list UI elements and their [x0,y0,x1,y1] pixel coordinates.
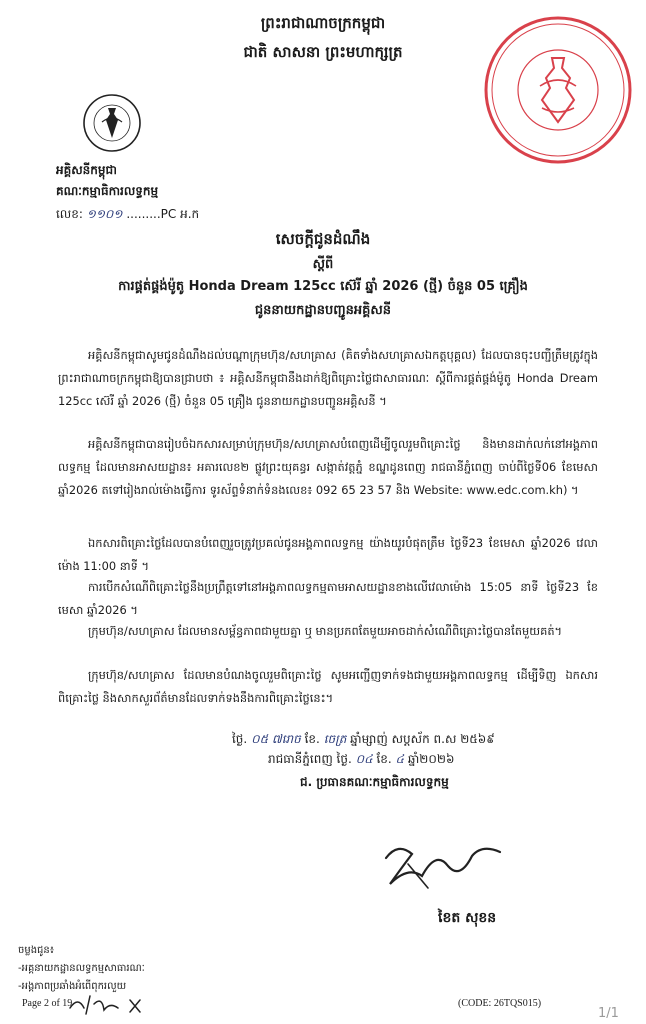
national-motto: ជាតិ សាសនា ព្រះមហាក្សត្រ [243,43,403,61]
body-paragraph-6: ក្រុមហ៊ុន/សហគ្រាស ដែលមានបំណងចូលរួមពិគ្រោះថ្លៃ សូមអញ្ជើញទាក់ទងជាមួយអង្គភាពលទ្ធកម្ម ដើម្បីទិញ ឯកសារពិគ្រោះថ្លៃ និងសាកសួរព័ត៌មានដែលទាក់ទងនឹងការពិគ្រោះថ្លៃនេះ។ [58,668,598,705]
solar-month: ៤ [395,752,405,766]
lunar-month: ចេត្រ [323,732,347,746]
body-paragraph-4: ការបើកសំណើពិគ្រោះថ្លៃនឹងប្រព្រឹត្តទៅនៅអង្គភាពលទ្ធកម្មតាមអាសយដ្ឋានខាងលើវេលាម៉ោង 15:05 នាទី ថ្ងៃទី23 ខែមេសា ឆ្នាំ2026 ។ [58,580,598,617]
org-name: អគ្គិសនីកម្ពុជា [56,163,117,177]
handwritten-initials [64,992,164,1016]
kingdom-header: ព្រះរាជាណាចក្រកម្ពុជា [260,14,386,32]
solar-year: ឆ្នាំ២០២៦ [407,752,455,766]
viewer-page-indicator: 1/1 [598,1006,619,1021]
ref-suffix: .........PC អ.ក [126,207,200,221]
reference-number [56,206,199,224]
official-stamp [482,14,634,166]
edc-logo [72,92,152,154]
subject-heading: ស្តីពី [312,257,334,272]
solar-date [268,751,454,769]
lunar-month-label: ខែ. [304,732,320,746]
notice-recipient: ជូននាយកដ្ឋានបញ្ជូនអគ្គិសនី [254,303,392,318]
body-paragraph-2: អគ្គិសនីកម្ពុជាបានរៀបចំឯកសារសម្រាប់ក្រុមហ៊ុន/សហគ្រាសបំពេញដើម្បីចូលរួមពិគ្រោះថ្លៃ និងមានដាក់លក់នៅអង្គភាពលទ្ធកម្ម ដែលមានអាសយដ្ឋាន៖ អគារលេខ២ ផ្លូវព្រះយុគន្ធរ សង្កាត់វត្តភ្នំ ខណ្ឌដូនពេញ រាជធានីភ្នំពេញ ចាប់ពីថ្ងៃទី06 ខែមេសា ឆ្នាំ2026 តទៅរៀងរាល់ម៉ោងធ្វើការ ទូរស័ព្ទទំនាក់ទំនងលេខ៖ 092 65 23 57 និង Website: www.edc.com.kh) ។ [58,437,598,497]
signer-title: ជ. ប្រធានគណៈកម្មាធិការលទ្ធកម្ម [300,775,449,789]
procurement-committee: គណៈកម្មាធិការលទ្ធកម្ម [56,184,159,198]
body-paragraph-3: ឯកសារពិគ្រោះថ្លៃដែលបានបំពេញរួចត្រូវប្រគល់ជូនអង្គភាពលទ្ធកម្ម យ៉ាងយូរបំផុតត្រឹម ថ្ងៃទី23 ខែមេសា ឆ្នាំ2026 វេលាម៉ោង 11:00 នាទី ។ [58,536,598,573]
lunar-day: ០៥ ៧រោច [251,732,301,746]
handwritten-signature [378,836,508,896]
page-number: Page 2 of 19 [22,998,73,1009]
body-paragraph-5: ក្រុមហ៊ុន/សហគ្រាស ដែលមានសម្ព័ន្ធភាពជាមួយគ្នា ឬ មានប្រភពតែមួយអាចដាក់សំណើពិគ្រោះថ្លៃបានតែមួយគត់។ [88,624,563,638]
signer-name: ខៃត សុខន [438,910,497,926]
lunar-year: ឆ្នាំម្សាញ់ សប្តស័ក ព.ស ២៥៦៩ [350,732,495,746]
notice-subject: ការផ្គត់ផ្គង់ម៉ូតូ Honda Dream 125cc ស៊េរី ឆ្នាំ 2026 (ថ្មី) ចំនួន 05 គ្រឿង [118,279,528,294]
lunar-date [232,731,495,749]
document-type: សេចក្តីជូនដំណឹង [275,230,371,248]
ref-label: លេខ: [56,207,83,221]
solar-day: ០៤ [355,752,373,766]
body-paragraph-1: អគ្គិសនីកម្ពុជាសូមជូនដំណឹងដល់បណ្តាក្រុមហ៊ុន/សហគ្រាស (គិតទាំងសហគ្រាសឯកត្តបុគ្គល) ដែលបានចុះបញ្ជីត្រឹមត្រូវក្នុងព្រះរាជាណាចក្រកម្ពុជាឱ្យបានជ្រាបថា ៖ អគ្គិសនីកម្ពុជានឹងដាក់ឱ្យពិគ្រោះថ្លៃជាសាធារណៈ ស្តីពីការផ្គត់ផ្គង់ម៉ូតូ Honda Dream 125cc ស៊េរី ឆ្នាំ 2026 (ថ្មី) ចំនួន 05 គ្រឿង ជូននាយកដ្ឋានបញ្ជូនអគ្គិសនី ។ [58,348,598,408]
lunar-day-label: ថ្ងៃ. [232,732,248,746]
ref-number: ១១០១ [86,207,123,221]
solar-month-label: ខែ. [376,752,392,766]
document-code: (CODE: 26TQS015) [458,998,542,1009]
cc-title: ចម្លងជូន៖ [18,945,55,956]
solar-day-label: រាជធានីភ្នំពេញ ថ្ងៃ. [268,752,352,766]
cc-recipient: -អង្គភាពប្រឆាំងអំពើពុករលួយ [18,981,127,992]
cc-recipient: -អគ្គនាយកដ្ឋានលទ្ធកម្មសាធារណៈ [18,963,145,974]
